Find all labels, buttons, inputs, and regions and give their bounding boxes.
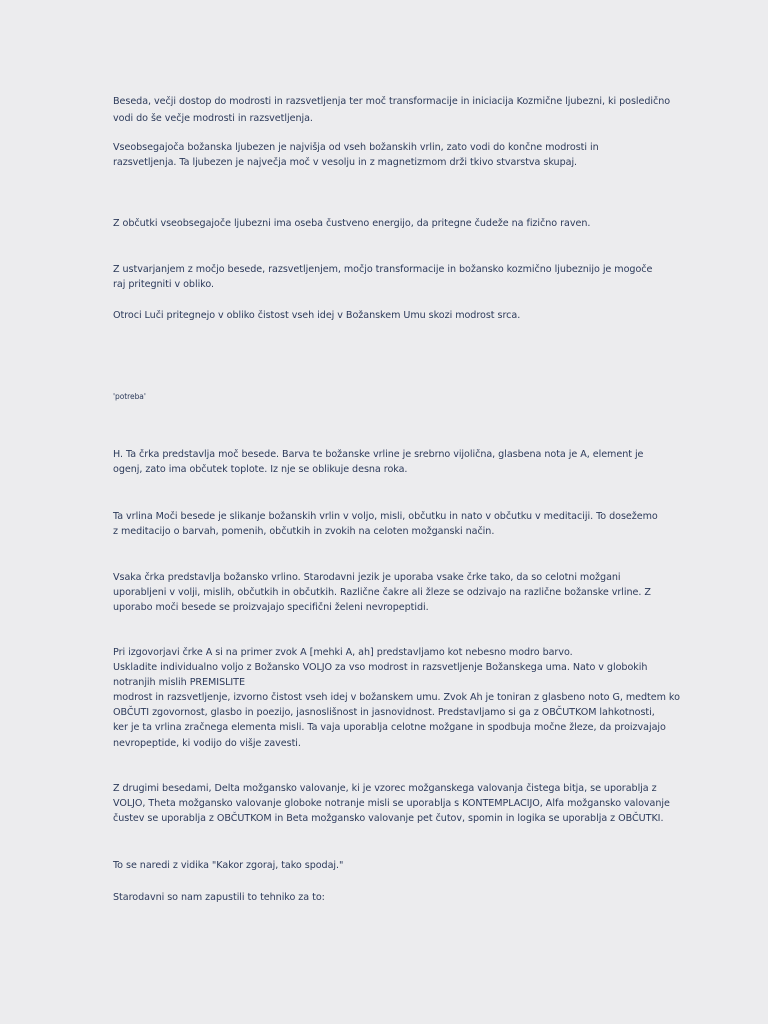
paragraph-5-line-1: Otroci Luči pritegnejo v obliko čistost vseh idej v Božanskem Umu skozi modrost srca. [113, 310, 521, 321]
paragraph-12-line-1: To se naredi z vidika "Kakor zgoraj, tako spodaj." [113, 860, 344, 871]
paragraph-10-line-5: OBČUTI zgovornost, glasbo in poezijo, jasnoslišnost in jasnovidnost. Predstavljamo si ga z OBČUTKOM lahkotnosti, [113, 707, 655, 718]
paragraph-4-line-1: Z ustvarjanjem z močjo besede, razsvetljenjem, močjo transformacije in božansko kozmično ljubeznijo je mogoče [113, 264, 653, 275]
paragraph-9-line-1: Vsaka črka predstavlja božansko vrlino. Starodavni jezik je uporaba vsake črke tako, da so celotni možgani [113, 572, 621, 583]
paragraph-11-line-2: VOLJO, Theta možgansko valovanje globoke notranje misli se uporablja s KONTEMPLACIJO, Alfa možgansko valovanje [113, 798, 670, 809]
paragraph-10-line-4: modrost in razsvetljenje, izvorno čistost vseh idej v božanskem umu. Zvok Ah je toniran z glasbeno noto G, medtem ko [113, 692, 680, 703]
paragraph-1-line-2: vodi do še večje modrosti in razsvetljenja. [113, 113, 313, 124]
paragraph-2-line-2: razsvetljenja. Ta ljubezen je največja moč v vesolju in z magnetizmom drži tkivo stvarstva skupaj. [113, 157, 578, 168]
paragraph-10-line-1: Pri izgovorjavi črke A si na primer zvok A [mehki A, ah] predstavljamo kot nebesno modro barvo. [113, 647, 573, 658]
paragraph-7-line-1: H. Ta črka predstavlja moč besede. Barva te božanske vrline je srebrno vijolična, glasbena nota je A, element je [113, 449, 644, 460]
paragraph-11-line-3: čustev se uporablja z OBČUTKOM in Beta možgansko valovanje pet čutov, spomin in logika se uporablja z OBČUTKI. [113, 813, 664, 824]
paragraph-8-line-2: z meditacijo o barvah, pomenih, občutkih in zvokih na celoten možganski način. [113, 526, 495, 537]
paragraph-10-line-2: Uskladite individualno voljo z Božansko VOLJO za vso modrost in razsvetljenje Božanskega uma. Nato v globokih [113, 662, 648, 673]
quoted-word: 'potreba' [113, 392, 146, 401]
paragraph-9-line-3: uporabo moči besede se proizvajajo specifični želeni nevropeptidi. [113, 602, 429, 613]
paragraph-9-line-2: uporabljeni v volji, mislih, občutkih in občutkih. Različne čakre ali žleze se odzivajo na različne božanske vrline. Z [113, 587, 651, 598]
paragraph-1-line-1: Beseda, večji dostop do modrosti in razsvetljenja ter moč transformacije in iniciacija Kozmične ljubezni, ki posledično [113, 96, 671, 107]
paragraph-10-line-7: nevropeptide, ki vodijo do višje zavesti. [113, 738, 301, 749]
paragraph-2-line-1: Vseobsegajoča božanska ljubezen je najvišja od vseh božanskih vrlin, zato vodi do končne modrosti in [113, 142, 599, 153]
paragraph-3-line-1: Z občutki vseobsegajoče ljubezni ima oseba čustveno energijo, da pritegne čudeže na fizično raven. [113, 218, 591, 229]
paragraph-10-line-6: ker je ta vrlina zračnega elementa misli. Ta vaja uporablja celotne možgane in spodbuja močne žleze, da proizvajajo [113, 722, 666, 733]
paragraph-8-line-1: Ta vrlina Moči besede je slikanje božanskih vrlin v voljo, misli, občutku in nato v občutku v meditaciji. To dosežemo [113, 511, 658, 522]
paragraph-13-line-1: Starodavni so nam zapustili to tehniko za to: [113, 892, 325, 903]
paragraph-7-line-2: ogenj, zato ima občutek toplote. Iz nje se oblikuje desna roka. [113, 464, 408, 475]
paragraph-4-line-2: raj pritegniti v obliko. [113, 279, 214, 290]
paragraph-11-line-1: Z drugimi besedami, Delta možgansko valovanje, ki je vzorec možganskega valovanja čistega bitja, se uporablja z [113, 783, 657, 794]
paragraph-10-line-3: notranjih mislih PREMISLITE [113, 677, 246, 688]
